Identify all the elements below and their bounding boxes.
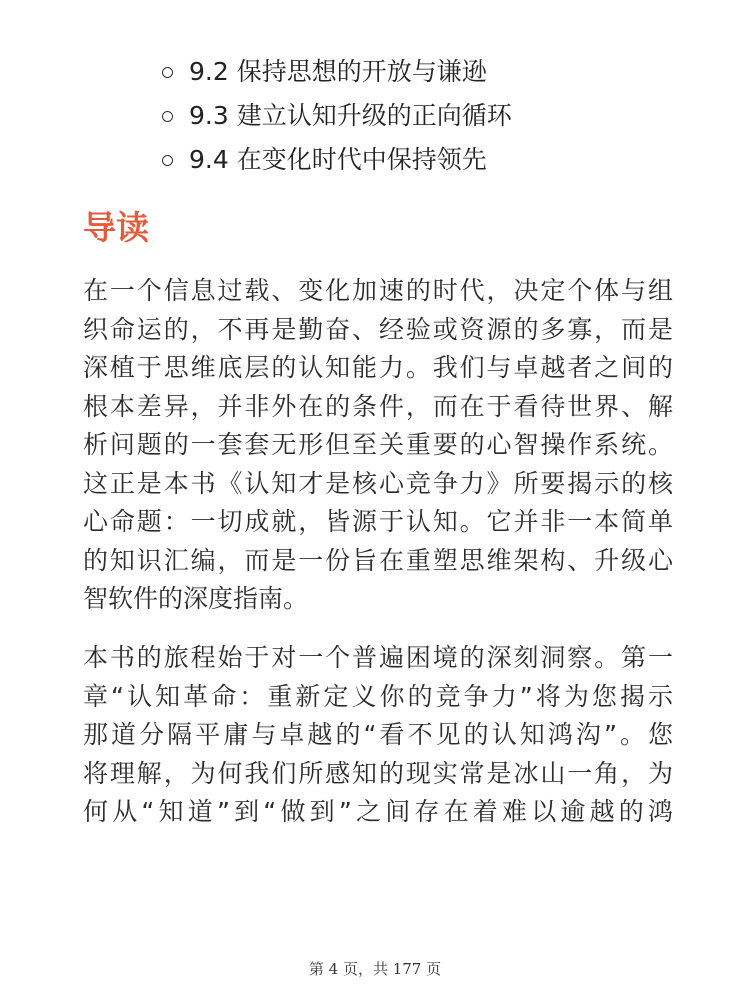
circle-bullet-icon bbox=[162, 67, 173, 78]
paragraph-line: 这正是本书《认知才是核心竞争力》所要揭示的核 bbox=[83, 468, 673, 498]
toc-item[interactable] bbox=[162, 94, 512, 138]
body-paragraph bbox=[83, 272, 673, 619]
paragraph-line: 深植于思维底层的认知能力。我们与卓越者之间的 bbox=[83, 353, 673, 382]
paragraph-line: 的知识汇编，而是一份旨在重塑思维架构、升级心 bbox=[83, 545, 673, 575]
paragraph-line: 将理解，为何我们所感知的现实常是冰山一角，为 bbox=[83, 758, 673, 788]
paragraph-line: 在一个信息过载、变化加速的时代，决定个体与组 bbox=[83, 276, 673, 305]
toc-item[interactable] bbox=[162, 138, 512, 182]
paragraph-line: 织命运的，不再是勤奋、经验或资源的多寡，而是 bbox=[83, 314, 673, 344]
page-number: 第 4 页，共 177 页 bbox=[308, 960, 442, 978]
body-paragraph bbox=[83, 639, 673, 832]
section-heading: 导读 bbox=[83, 208, 149, 247]
toc-item-label: 9.4 在变化时代中保持领先 bbox=[189, 145, 487, 174]
paragraph-line: 章“认知革命：重新定义你的竞争力”将为您揭示 bbox=[83, 681, 673, 711]
paragraph-line: 本书的旅程始于对一个普遍困境的深刻洞察。第一 bbox=[83, 643, 673, 672]
paragraph-line: 心命题：一切成就，皆源于认知。它并非一本简单 bbox=[83, 507, 673, 536]
circle-bullet-icon bbox=[162, 111, 173, 122]
paragraph-line: 智软件的深度指南。 bbox=[83, 584, 309, 613]
paragraph-line: 根本差异，并非外在的条件，而在于看待世界、解 bbox=[83, 391, 673, 421]
toc-item-label: 9.2 保持思想的开放与谦逊 bbox=[189, 57, 487, 86]
paragraph-line: 何从“知道”到“做到”之间存在着难以逾越的鸿 bbox=[83, 797, 673, 826]
paragraph-line: 析问题的一套套无形但至关重要的心智操作系统。 bbox=[83, 430, 673, 459]
toc-list bbox=[162, 50, 512, 182]
toc-item[interactable] bbox=[162, 50, 512, 94]
toc-item-label: 9.3 建立认知升级的正向循环 bbox=[189, 101, 512, 130]
circle-bullet-icon bbox=[162, 155, 173, 166]
paragraph-line: 那道分隔平庸与卓越的“看不见的认知鸿沟”。您 bbox=[83, 720, 673, 749]
